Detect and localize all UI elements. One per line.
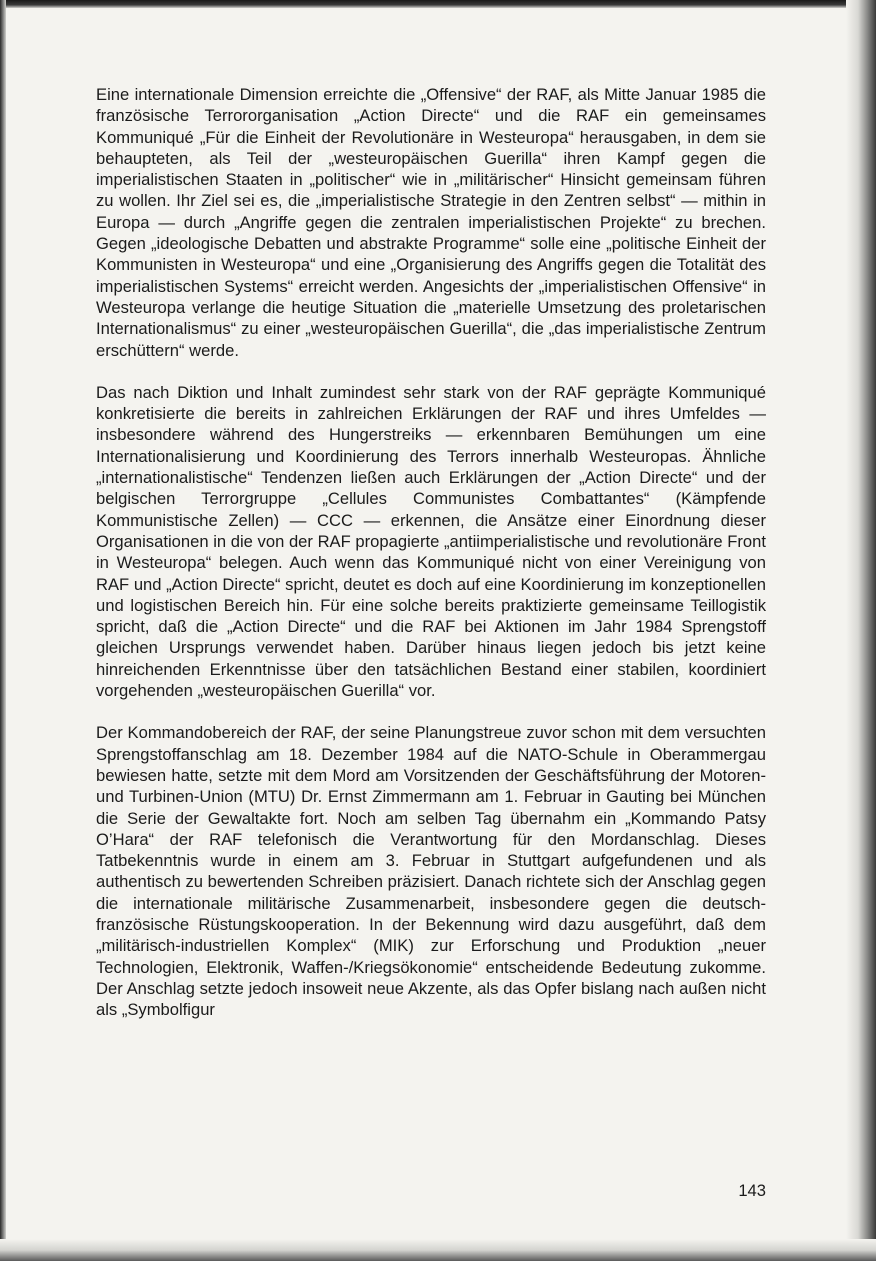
scan-shadow-left: [0, 0, 6, 1261]
paragraph-1: Eine internationale Dimension erreichte die „Offensive“ der RAF, als Mitte Januar 1985 die französische Terrororganisation „Action Directe“ und die RAF ein gemeinsames Kommuniqué „Für die Einheit der Revolutionäre in Westeuropa“ herausgaben, in dem sie behaupteten, als Teil der „westeuropäischen Guerilla“ ihren Kampf gegen die imperialistischen Staaten in „politischer“ wie in „militärischer“ Hinsicht gemeinsam führen zu wollen. Ihr Ziel sei es, die „imperialistische Strategie in den Zentren selbst“ — mithin in Europa — durch „Angriffe gegen die zentralen imperialistischen Projekte“ zu brechen. Gegen „ideologische Debatten und abstrakte Programme“ solle eine „politische Einheit der Kommunisten in Westeuropa“ und eine „Organisierung des Angriffs gegen die Totalität des imperialistischen Systems“ erreicht werden. Angesichts der „imperialistischen Offensive“ in Westeuropa verlange die heutige Situation die „materielle Umsetzung des proletarischen Internationalismus“ zu einer „westeuropäischen Guerilla“, die „das imperialistische Zentrum erschüttern“ werde.: [96, 85, 766, 360]
scan-shadow-top: [0, 0, 876, 8]
scan-shadow-right: [846, 0, 876, 1261]
paragraph-2: Das nach Diktion und Inhalt zumindest sehr stark von der RAF geprägte Kommuniqué konkretisierte die bereits in zahlreichen Erklärungen der RAF und ihres Umfeldes — insbesondere während des Hungerstreiks — erkennbaren Bemühungen um eine Internationalisierung und Koordinierung des Terrors innerhalb Westeuropas. Ähnliche „internationalistische“ Tendenzen ließen auch Erklärungen der „Action Directe“ und der belgischen Terrorgruppe „Cellules Communistes Combattantes“ (Kämpfende Kommunistische Zellen) — CCC — erkennen, die Ansätze einer Einordnung dieser Organisationen in die von der RAF propagierte „antiimperialistische und revolutionäre Front in Westeuropa“ belegen. Auch wenn das Kommuniqué nicht von einer Vereinigung von RAF und „Action Directe“ spricht, deutet es doch auf eine Koordinierung im konzeptionellen und logistischen Bereich hin. Für eine solche bereits praktizierte gemeinsame Teillogistik spricht, daß die „Action Directe“ und die RAF bei Aktionen im Jahr 1984 Sprengstoff gleichen Ursprungs verwendet haben. Darüber hinaus liegen jedoch bis jetzt keine hinreichenden Erkenntnisse über den tatsächlichen Bestand einer stabilen, koordiniert vorgehenden „westeuropäischen Guerilla“ vor.: [96, 382, 766, 701]
page-number: 143: [738, 1181, 766, 1200]
page-body: [96, 84, 766, 1041]
scan-shadow-bottom: [0, 1239, 876, 1261]
paragraph-3: Der Kommandobereich der RAF, der seine Planungstreue zuvor schon mit dem versuchten Sprengstoffanschlag am 18. Dezember 1984 auf die NATO-Schule in Oberammergau bewiesen hatte, setzte mit dem Mord am Vorsitzenden der Geschäftsführung der Motoren- und Turbinen-Union (MTU) Dr. Ernst Zimmermann am 1. Februar in Gauting bei München die Serie der Gewaltakte fort. Noch am selben Tag übernahm ein „Kommando Patsy O’Hara“ der RAF telefonisch die Verantwortung für den Mordanschlag. Dieses Tatbekenntnis wurde in einem am 3. Februar in Stuttgart aufgefundenen und als authentisch zu bewertenden Schreiben präzisiert. Danach richtete sich der Anschlag gegen die internationale militärische Zusammenarbeit, insbesondere gegen die deutsch-französische Rüstungskooperation. In der Bekennung wird dazu ausgeführt, daß dem „militärisch-industriellen Komplex“ (MIK) zur Erforschung und Produktion „neuer Technologien, Elektronik, Waffen-/Kriegsökonomie“ entscheidende Bedeutung zukomme. Der Anschlag setzte jedoch insoweit neue Akzente, als das Opfer bislang nach außen nicht als „Symbolfigur: [96, 723, 766, 1020]
